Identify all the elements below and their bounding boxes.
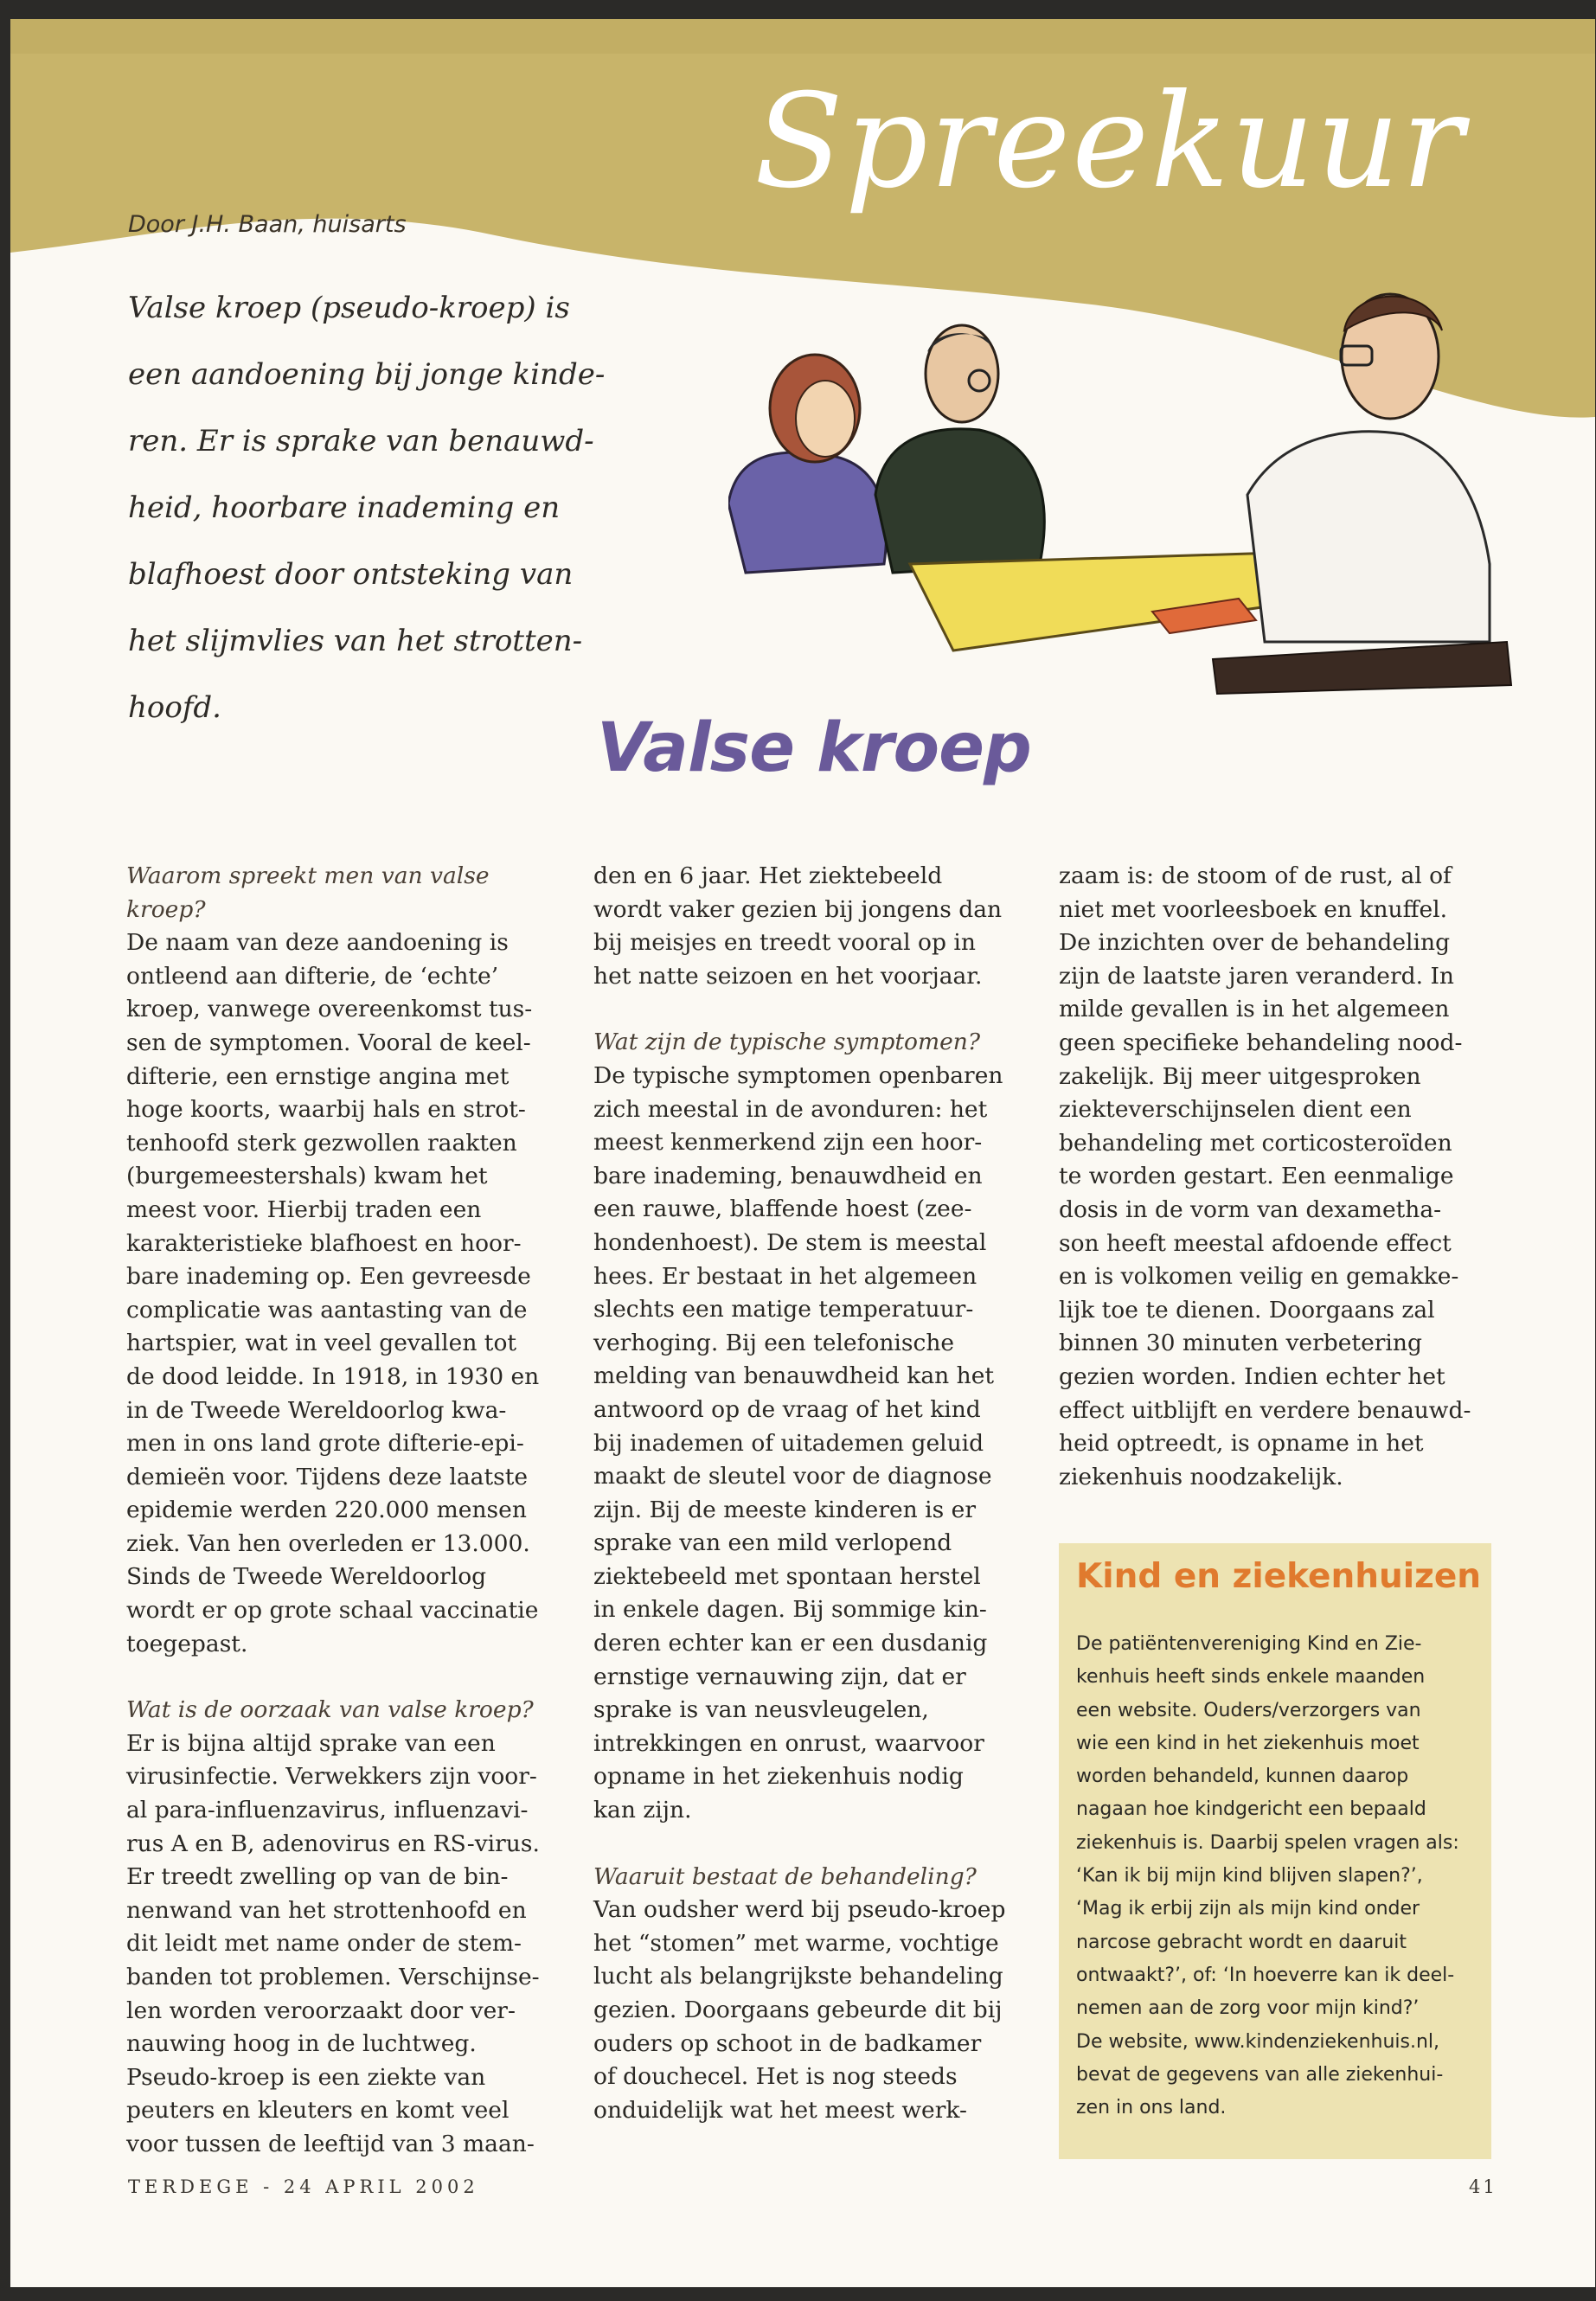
- text-line: maakt de sleutel voor de diagnose: [593, 1463, 992, 1490]
- text-line: len worden veroorzaakt door ver-: [126, 1997, 516, 2024]
- text-line: Pseudo-kroep is een ziekte van: [126, 2063, 486, 2091]
- text-line: virusinfectie. Verwekkers zijn voor-: [126, 1763, 537, 1791]
- text-line: nauwing hoog in de luchtweg.: [126, 2030, 477, 2058]
- sidebar-line: een website. Ouders/verzorgers van: [1076, 1699, 1421, 1721]
- text-line: gezien worden. Indien echter het: [1059, 1362, 1445, 1390]
- sidebar-line: nemen aan de zorg voor mijn kind?’: [1076, 1997, 1420, 2020]
- text-line: voor tussen de leeftijd van 3 maan-: [126, 2130, 535, 2157]
- text-line: deren echter kan er een dusdanig: [593, 1630, 988, 1657]
- text-line: rus A en B, adenovirus en RS-virus.: [126, 1830, 540, 1857]
- text-line: het natte seizoen en het voorjaar.: [593, 962, 983, 990]
- text-line: heid optreedt, is opname in het: [1059, 1430, 1424, 1458]
- text-line: gezien. Doorgaans gebeurde dit bij: [593, 1997, 1003, 2023]
- text-line: sprake is van neusvleugelen,: [593, 1696, 929, 1724]
- text-line: sprake van een mild verlopend: [593, 1529, 952, 1557]
- sidebar-line: nagaan hoe kindgericht een bepaald: [1076, 1798, 1426, 1821]
- text-line: zich meestal in de avonduren: het: [593, 1095, 988, 1123]
- text-line: De typische symptomen openbaren: [593, 1061, 1003, 1089]
- question-heading: Waaruit bestaat de behandeling?: [593, 1862, 977, 1890]
- text-line: dosis in de vorm van dexametha-: [1059, 1195, 1442, 1223]
- article-column-1: [126, 860, 555, 2162]
- text-line: behandeling met corticosteroïden: [1059, 1129, 1452, 1157]
- text-line: het “stomen” met warme, vochtige: [593, 1929, 999, 1957]
- text-line: den en 6 jaar. Het ziektebeeld: [593, 862, 943, 889]
- intro-line: het slijmvlies van het strotten-: [128, 624, 583, 658]
- text-line: ziekteverschijnselen dient een: [1059, 1096, 1412, 1124]
- text-line: (burgemeestershals) kwam het: [126, 1163, 488, 1190]
- text-line: zijn. Bij de meeste kinderen is er: [593, 1496, 977, 1523]
- text-line: kroep, vanwege overeenkomst tus-: [126, 996, 533, 1023]
- sidebar-box: [1059, 1543, 1491, 2159]
- text-line: banden tot problemen. Verschijnse-: [126, 1964, 540, 1990]
- text-line: geen specifieke behandeling nood-: [1059, 1029, 1463, 1056]
- text-line: bare inademing, benauwdheid en: [593, 1162, 983, 1189]
- text-line: tenhoofd sterk gezwollen raakten: [126, 1129, 517, 1157]
- text-line: Er treedt zwelling op van de bin-: [126, 1863, 509, 1891]
- question-heading: Waarom spreekt men van valse kroep?: [126, 862, 490, 923]
- text-line: zaam is: de stoom of de rust, al of: [1059, 862, 1452, 889]
- text-line: onduidelijk wat het meest werk-: [593, 2096, 967, 2124]
- text-line: bare inademing op. Een gevreesde: [126, 1263, 531, 1291]
- text-line: ziektebeeld met spontaan herstel: [593, 1562, 981, 1590]
- intro-line: een aandoening bij jonge kinde-: [128, 357, 606, 392]
- question-heading: Wat is de oorzaak van valse kroep?: [126, 1696, 534, 1724]
- sidebar-line: kenhuis heeft sinds enkele maanden: [1076, 1666, 1426, 1689]
- text-line: men in ons land grote difterie-epi-: [126, 1430, 524, 1458]
- article-headline: Valse kroep: [597, 709, 1031, 787]
- text-line: Er is bijna altijd sprake van een: [126, 1729, 496, 1757]
- sidebar-line: wie een kind in het ziekenhuis moet: [1076, 1732, 1420, 1754]
- intro-line: blafhoest door ontsteking van: [128, 557, 574, 592]
- byline: Door J.H. Baan, huisarts: [128, 211, 407, 238]
- text-line: hartspier, wat in veel gevallen tot: [126, 1330, 517, 1357]
- sidebar-text: [1076, 1628, 1476, 2125]
- text-line: son heeft meestal afdoende effect: [1059, 1229, 1452, 1257]
- text-line: in de Tweede Wereldoorlog kwa-: [126, 1396, 507, 1424]
- text-line: de dood leidde. In 1918, in 1930 en: [126, 1362, 540, 1390]
- article-column-2: [593, 860, 1026, 2127]
- text-line: wordt vaker gezien bij jongens dan: [593, 895, 1003, 923]
- text-line: kan zijn.: [593, 1797, 692, 1824]
- text-line: milde gevallen is in het algemeen: [1059, 996, 1450, 1023]
- text-line: ernstige vernauwing zijn, dat er: [593, 1663, 966, 1690]
- text-line: complicatie was aantasting van de: [126, 1296, 528, 1324]
- text-line: bij meisjes en treedt vooral op in: [593, 929, 976, 957]
- text-line: lucht als belangrijkste behandeling: [593, 1963, 1003, 1990]
- text-line: hondenhoest). De stem is meestal: [593, 1228, 987, 1256]
- intro-line: heid, hoorbare inademing en: [128, 490, 561, 525]
- sidebar-line: ‘Mag ik erbij zijn als mijn kind onder: [1076, 1898, 1420, 1920]
- text-line: meest voor. Hierbij traden een: [126, 1195, 482, 1223]
- sidebar-line: De patiëntenvereniging Kind en Zie-: [1076, 1633, 1422, 1655]
- intro-line: Valse kroep (pseudo-kroep) is: [128, 291, 570, 325]
- text-line: intrekkingen en onrust, waarvoor: [593, 1729, 984, 1757]
- sidebar-line: ‘Kan ik bij mijn kind blijven slapen?’,: [1076, 1865, 1423, 1888]
- text-line: een rauwe, blaffende hoest (zee-: [593, 1195, 972, 1223]
- text-line: Van oudsher werd bij pseudo-kroep: [593, 1896, 1006, 1924]
- text-line: verhoging. Bij een telefonische: [593, 1329, 955, 1356]
- intro-line: hoofd.: [128, 690, 221, 725]
- text-line: demieën voor. Tijdens deze laatste: [126, 1463, 529, 1490]
- text-line: hees. Er bestaat in het algemeen: [593, 1262, 977, 1290]
- text-line: al para-influenzavirus, influenzavi-: [126, 1797, 529, 1824]
- text-line: of douchecel. Het is nog steeds: [593, 2063, 958, 2091]
- text-line: in enkele dagen. Bij sommige kin-: [593, 1596, 987, 1624]
- text-line: te worden gestart. Een eenmalige: [1059, 1163, 1454, 1190]
- sidebar-line: ontwaakt?’, of: ‘In hoeverre kan ik deel-: [1076, 1964, 1455, 1986]
- text-line: melding van benauwdheid kan het: [593, 1362, 995, 1390]
- text-line: De inzichten over de behandeling: [1059, 929, 1451, 957]
- text-line: peuters en kleuters en komt veel: [126, 2097, 510, 2125]
- sidebar-title: Kind en ziekenhuizen: [1076, 1557, 1482, 1596]
- text-line: lijk toe te dienen. Doorgaans zal: [1059, 1296, 1435, 1324]
- sidebar-line: bevat de gegevens van alle ziekenhui-: [1076, 2063, 1444, 2086]
- text-line: en is volkomen veilig en gemakke-: [1059, 1263, 1459, 1291]
- sidebar-line: worden behandeld, kunnen daarop: [1076, 1766, 1409, 1788]
- text-line: binnen 30 minuten verbetering: [1059, 1330, 1422, 1357]
- text-line: opname in het ziekenhuis nodig: [593, 1763, 964, 1791]
- text-line: nenwand van het strottenhoofd en: [126, 1896, 527, 1924]
- section-title: Spreekuur: [754, 67, 1465, 217]
- intro-text: [128, 275, 612, 741]
- text-line: zijn de laatste jaren veranderd. In: [1059, 962, 1454, 990]
- question-heading: Wat zijn de typische symptomen?: [593, 1029, 981, 1056]
- intro-line: ren. Er is sprake van benauwd-: [128, 424, 594, 458]
- doctor-consultation-illustration: [728, 279, 1524, 728]
- text-line: meest kenmerkend zijn een hoor-: [593, 1129, 983, 1157]
- text-line: karakteristieke blafhoest en hoor-: [126, 1229, 522, 1257]
- text-line: ontleend aan difterie, de ‘echte’: [126, 962, 499, 990]
- text-line: difterie, een ernstige angina met: [126, 1062, 510, 1090]
- footer-publication: TERDEGE - 24 APRIL 2002: [128, 2176, 479, 2197]
- text-line: ouders op schoot in de badkamer: [593, 2029, 982, 2057]
- text-line: toegepast.: [126, 1630, 248, 1657]
- text-line: bij inademen of uitademen geluid: [593, 1429, 984, 1457]
- text-line: epidemie werden 220.000 mensen: [126, 1497, 527, 1524]
- article-column-3: [1059, 860, 1498, 1494]
- sidebar-line: ziekenhuis is. Daarbij spelen vragen als:: [1076, 1831, 1459, 1854]
- text-line: hoge koorts, waarbij hals en strot-: [126, 1096, 526, 1124]
- page-number: 41: [1469, 2176, 1497, 2197]
- text-line: zakelijk. Bij meer uitgesproken: [1059, 1062, 1421, 1090]
- text-line: niet met voorleesboek en knuffel.: [1059, 895, 1448, 923]
- magazine-page: [10, 19, 1595, 2287]
- sidebar-line: De website, www.kindenziekenhuis.nl,: [1076, 2030, 1440, 2053]
- text-line: ziekenhuis noodzakelijk.: [1059, 1463, 1343, 1490]
- text-line: slechts een matige temperatuur-: [593, 1296, 974, 1324]
- text-line: sen de symptomen. Vooral de keel-: [126, 1029, 531, 1056]
- text-line: dit leidt met name onder de stem-: [126, 1930, 522, 1958]
- text-line: Sinds de Tweede Wereldoorlog: [126, 1563, 487, 1591]
- sidebar-line: narcose gebracht wordt en daaruit: [1076, 1931, 1407, 1953]
- sidebar-line: zen in ons land.: [1076, 2097, 1227, 2119]
- text-line: antwoord op de vraag of het kind: [593, 1395, 981, 1423]
- text-line: wordt er op grote schaal vaccinatie: [126, 1597, 539, 1625]
- text-line: effect uitblijft en verdere benauwd-: [1059, 1396, 1471, 1424]
- text-line: ziek. Van hen overleden er 13.000.: [126, 1529, 530, 1557]
- text-line: De naam van deze aandoening is: [126, 929, 509, 957]
